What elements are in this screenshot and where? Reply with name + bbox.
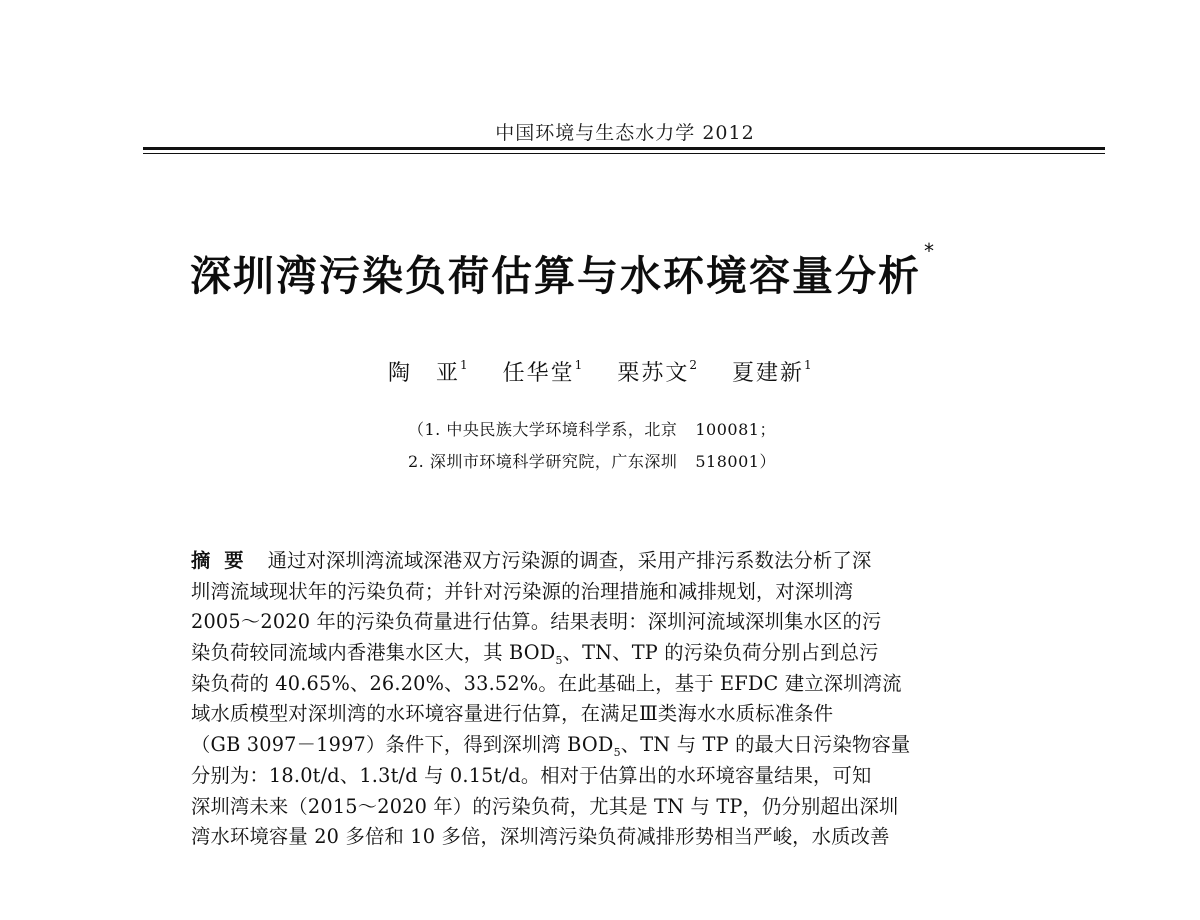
title-text: 深圳湾污染负荷估算与水环境容量分析 [190,252,921,300]
author-affil-sup: 1 [460,357,468,372]
author-name: 夏建新 [731,361,804,386]
author-name: 陶 亚 [388,361,461,386]
author-affil-sup: 1 [803,357,812,372]
abstract-line: （GB 3097－1997）条件下，得到深圳湾 $BOD_5$、TN 与 TP 的最大日污染物容量 [191,733,911,759]
abstract-line [191,546,1056,577]
author [617,357,697,386]
author-name: 任华堂 [502,361,575,386]
title-footnote-mark: * [924,239,936,263]
abstract-line: 深圳湾未来（2015～2020 年）的污染负荷，尤其是 TN 与 TP，仍分别超出深圳 [191,794,899,818]
header-rule-thick [143,147,1105,150]
postal-code: 518001） [695,452,776,471]
subscript: 5 [555,653,563,667]
abstract-line: 分别为：18.0t/d、1.3t/d 与 0.15t/d。相对于估算出的水环境容量结果，可知 [191,763,872,787]
subscript: 5 [613,745,621,759]
abstract-line: 域水质模型对深圳湾的水环境容量进行估算，在满足Ⅲ类海水水质标准条件 [191,702,834,726]
abstract-line: 圳湾流域现状年的污染负荷；并针对污染源的治理措施和减排规划，对深圳湾 [191,579,854,603]
author-name: 栗苏文 [617,361,690,386]
postal-code: 100081； [695,420,776,439]
abstract-block [191,546,1056,853]
affiliation-text: （1. 中央民族大学环境科学系，北京 [408,420,678,439]
author [731,357,812,386]
abstract-line: 2005～2020 年的污染负荷量进行估算。结果表明：深圳河流域深圳集水区的污 [191,610,882,634]
abstract-line: 染负荷的 40.65%、26.20%、33.52%。在此基础上，基于 EFDC 建立深圳湾流 [191,671,902,695]
paper-title [190,239,936,302]
author [388,357,468,386]
abstract-text: 通过对深圳湾流域深港双方污染源的调查，采用产排污系数法分析了深 [267,549,872,572]
author-affil-sup: 2 [689,357,697,372]
affiliation [408,449,776,472]
author-list [388,356,838,387]
author [502,357,583,386]
abstract-label: 摘要 [191,549,258,572]
author-affil-sup: 1 [574,357,583,372]
affiliation-text: 2. 深圳市环境科学研究院，广东深圳 [408,452,678,471]
journal-header: 中国环境与生态水力学 2012 [495,122,755,144]
affiliation [408,417,776,440]
abstract-line: 湾水环境容量 20 多倍和 10 多倍，深圳湾污染负荷减排形势相当严峻，水质改善 [191,825,890,849]
abstract-line: 染负荷较同流域内香港集水区大，其 $BOD_5$、TN、TP 的污染负荷分别占到总污 [191,641,879,667]
header-rule-thin [143,153,1105,154]
